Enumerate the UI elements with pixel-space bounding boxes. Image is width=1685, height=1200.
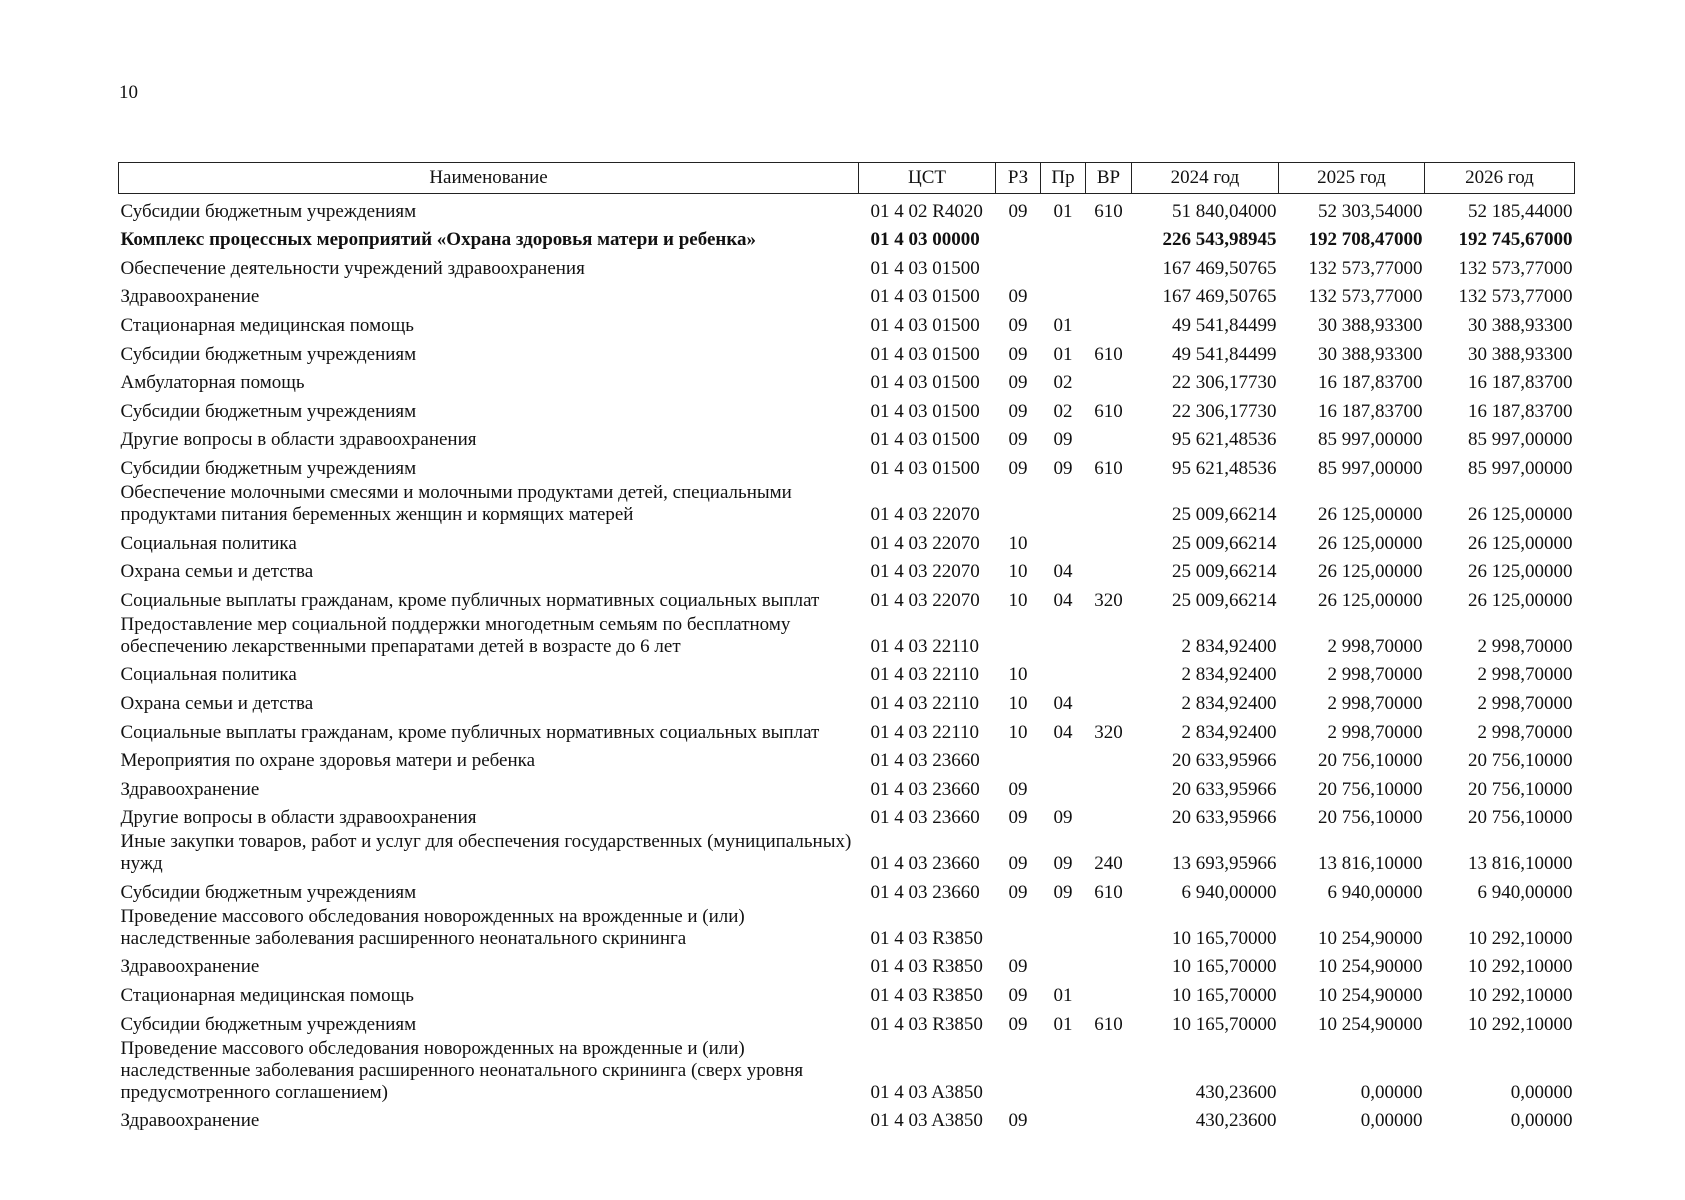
cell-name: Социальные выплаты гражданам, кроме публичных нормативных социальных выплат <box>120 589 820 611</box>
cell-pr <box>1041 223 1086 252</box>
cell-pr: 01 <box>1053 985 1073 1007</box>
cell-name: Здравоохранение <box>120 956 260 978</box>
cell-2026: 132 573,77000 <box>1458 286 1573 308</box>
cell-pr <box>1041 904 1086 950</box>
cell-2024: 2 834,92400 <box>1181 664 1277 686</box>
cell-cst: 01 4 03 01500 <box>870 257 980 279</box>
cell-2025: 13 816,10000 <box>1318 853 1423 875</box>
table-row <box>119 744 1575 773</box>
cell-cst: 01 4 03 23660 <box>870 750 980 772</box>
cell-2026: 0,00000 <box>1510 1081 1573 1103</box>
cell-2026: 20 756,10000 <box>1468 778 1573 800</box>
cell-2025: 2 998,70000 <box>1327 692 1423 714</box>
cell-2025: 20 756,10000 <box>1318 778 1423 800</box>
cell-2025: 20 756,10000 <box>1318 750 1423 772</box>
cell-pr: 04 <box>1053 561 1073 583</box>
cell-rz: 09 <box>1008 343 1028 365</box>
cell-pr: 01 <box>1053 343 1073 365</box>
cell-2025: 10 254,90000 <box>1318 927 1423 949</box>
cell-rz <box>996 223 1041 252</box>
cell-2026: 20 756,10000 <box>1468 750 1573 772</box>
cell-cst: 01 4 03 22110 <box>870 721 980 743</box>
cell-2024: 430,23600 <box>1195 1110 1277 1132</box>
table-row <box>119 715 1575 744</box>
cell-rz: 09 <box>1008 807 1028 829</box>
cell-pr: 04 <box>1053 721 1073 743</box>
header-2024: 2024 год <box>1132 163 1279 194</box>
cell-rz: 10 <box>1008 692 1028 714</box>
cell-2025: 0,00000 <box>1360 1081 1423 1103</box>
table-row <box>119 612 1575 658</box>
table-row <box>119 583 1575 612</box>
cell-vr <box>1086 978 1132 1007</box>
cell-pr: 04 <box>1053 589 1073 611</box>
cell-rz: 09 <box>1008 314 1028 336</box>
cell-vr <box>1086 686 1132 715</box>
cell-2024: 2 834,92400 <box>1181 692 1277 714</box>
cell-pr: 01 <box>1053 314 1073 336</box>
cell-rz <box>996 251 1041 280</box>
cell-vr: 320 <box>1094 589 1123 611</box>
cell-pr <box>1041 1104 1086 1133</box>
header-rz: РЗ <box>996 163 1041 194</box>
cell-rz <box>996 904 1041 950</box>
table-row <box>119 251 1575 280</box>
cell-rz: 09 <box>1008 400 1028 422</box>
table-row <box>119 223 1575 252</box>
cell-name: Субсидии бюджетным учреждениям <box>120 457 417 479</box>
cell-2026: 132 573,77000 <box>1458 257 1573 279</box>
cell-name: Здравоохранение <box>120 286 260 308</box>
cell-cst: 01 4 03 01500 <box>870 372 980 394</box>
cell-name: Иные закупки товаров, работ и услуг для обеспечения государственных (муниципальных) нужд <box>120 831 852 875</box>
cell-name: Здравоохранение <box>120 1110 260 1132</box>
cell-2025: 6 940,00000 <box>1327 881 1423 903</box>
cell-pr: 02 <box>1053 372 1073 394</box>
cell-rz: 09 <box>1008 956 1028 978</box>
cell-vr: 610 <box>1094 200 1123 222</box>
cell-vr: 610 <box>1094 1013 1123 1035</box>
table-row <box>119 801 1575 830</box>
cell-pr: 09 <box>1053 807 1073 829</box>
cell-cst: 01 4 03 R3850 <box>870 1013 983 1035</box>
cell-2025: 2 998,70000 <box>1327 635 1423 657</box>
cell-vr: 610 <box>1094 881 1123 903</box>
cell-2025: 26 125,00000 <box>1318 589 1423 611</box>
table-row <box>119 978 1575 1007</box>
cell-2024: 25 009,66214 <box>1172 532 1277 554</box>
cell-name: Субсидии бюджетным учреждениям <box>120 881 417 903</box>
cell-name: Субсидии бюджетным учреждениям <box>120 400 417 422</box>
cell-2025: 85 997,00000 <box>1318 429 1423 451</box>
cell-name: Здравоохранение <box>120 778 260 800</box>
cell-2024: 10 165,70000 <box>1172 1013 1277 1035</box>
cell-vr <box>1086 280 1132 309</box>
cell-pr <box>1041 1036 1086 1104</box>
cell-2024: 51 840,04000 <box>1172 200 1277 222</box>
cell-cst: 01 4 03 22110 <box>870 692 980 714</box>
cell-2024: 10 165,70000 <box>1172 927 1277 949</box>
cell-rz: 09 <box>1008 985 1028 1007</box>
cell-2026: 30 388,93300 <box>1468 343 1573 365</box>
cell-2026: 10 292,10000 <box>1468 985 1573 1007</box>
table-row <box>119 337 1575 366</box>
cell-2025: 52 303,54000 <box>1318 200 1423 222</box>
cell-name: Субсидии бюджетным учреждениям <box>120 1013 417 1035</box>
table-body <box>119 194 1575 1133</box>
cell-cst: 01 4 03 23660 <box>870 807 980 829</box>
header-cst: ЦСТ <box>859 163 996 194</box>
cell-cst: 01 4 03 23660 <box>870 881 980 903</box>
cell-rz <box>996 480 1041 526</box>
cell-vr <box>1086 480 1132 526</box>
cell-2024: 2 834,92400 <box>1181 721 1277 743</box>
cell-name: Социальная политика <box>120 532 297 554</box>
cell-vr <box>1086 308 1132 337</box>
table-row <box>119 686 1575 715</box>
cell-cst: 01 4 03 23660 <box>870 853 980 875</box>
cell-rz: 10 <box>1008 561 1028 583</box>
table-row <box>119 394 1575 423</box>
cell-cst: 01 4 03 22070 <box>870 561 980 583</box>
cell-cst: 01 4 03 R3850 <box>870 956 983 978</box>
cell-2026: 10 292,10000 <box>1468 927 1573 949</box>
cell-2024: 430,23600 <box>1195 1081 1277 1103</box>
cell-cst: 01 4 03 22110 <box>870 664 980 686</box>
budget-table <box>118 162 1575 1132</box>
header-2026: 2026 год <box>1425 163 1575 194</box>
cell-cst: 01 4 03 01500 <box>870 400 980 422</box>
cell-vr <box>1086 423 1132 452</box>
cell-name: Стационарная медицинская помощь <box>120 314 414 336</box>
cell-2026: 6 940,00000 <box>1477 881 1573 903</box>
cell-cst: 01 4 03 A3850 <box>870 1081 983 1103</box>
cell-2025: 16 187,83700 <box>1318 372 1423 394</box>
cell-2025: 30 388,93300 <box>1318 343 1423 365</box>
cell-vr <box>1086 223 1132 252</box>
cell-name: Проведение массового обследования новорожденных на врожденные и (или) наследственные заболевания расширенного неонатального скрининга (сверх уровня предусмотренного соглашением) <box>120 1037 804 1103</box>
cell-2026: 52 185,44000 <box>1468 200 1573 222</box>
table-row <box>119 423 1575 452</box>
table-row <box>119 658 1575 687</box>
cell-2026: 192 745,67000 <box>1458 229 1573 251</box>
cell-pr: 09 <box>1053 853 1073 875</box>
cell-2026: 16 187,83700 <box>1468 400 1573 422</box>
cell-cst: 01 4 03 22070 <box>870 532 980 554</box>
cell-pr: 09 <box>1053 457 1073 479</box>
cell-pr <box>1041 658 1086 687</box>
cell-pr <box>1041 772 1086 801</box>
cell-2024: 226 543,98945 <box>1162 229 1277 251</box>
cell-2025: 132 573,77000 <box>1308 286 1423 308</box>
cell-pr: 01 <box>1053 1013 1073 1035</box>
cell-vr <box>1086 950 1132 979</box>
table-row <box>119 950 1575 979</box>
cell-vr <box>1086 612 1132 658</box>
cell-vr <box>1086 366 1132 395</box>
cell-2026: 2 998,70000 <box>1477 721 1573 743</box>
cell-name: Комплекс процессных мероприятий «Охрана здоровья матери и ребенка» <box>120 229 757 251</box>
cell-rz: 10 <box>1008 532 1028 554</box>
table-row <box>119 366 1575 395</box>
table-row <box>119 772 1575 801</box>
cell-2026: 20 756,10000 <box>1468 807 1573 829</box>
cell-2025: 132 573,77000 <box>1308 257 1423 279</box>
cell-rz: 09 <box>1008 457 1028 479</box>
cell-2025: 0,00000 <box>1360 1110 1423 1132</box>
cell-name: Социальная политика <box>120 664 297 686</box>
cell-name: Обеспечение деятельности учреждений здравоохранения <box>120 257 585 279</box>
cell-2025: 2 998,70000 <box>1327 664 1423 686</box>
page-number: 10 <box>119 82 138 103</box>
cell-pr <box>1041 950 1086 979</box>
cell-2025: 10 254,90000 <box>1318 956 1423 978</box>
cell-vr <box>1086 1036 1132 1104</box>
header-name: Наименование <box>119 163 859 194</box>
cell-rz: 09 <box>1008 286 1028 308</box>
cell-pr: 09 <box>1053 881 1073 903</box>
cell-2025: 30 388,93300 <box>1318 314 1423 336</box>
cell-cst: 01 4 02 R4020 <box>870 200 983 222</box>
cell-2024: 20 633,95966 <box>1172 807 1277 829</box>
cell-name: Мероприятия по охране здоровья матери и ребенка <box>120 750 536 772</box>
cell-2026: 26 125,00000 <box>1468 589 1573 611</box>
table-row <box>119 1036 1575 1104</box>
table-row <box>119 904 1575 950</box>
cell-2025: 85 997,00000 <box>1318 457 1423 479</box>
cell-2024: 10 165,70000 <box>1172 956 1277 978</box>
cell-pr <box>1041 480 1086 526</box>
header-2025: 2025 год <box>1279 163 1425 194</box>
table-row <box>119 1007 1575 1036</box>
cell-pr <box>1041 251 1086 280</box>
cell-cst: 01 4 03 00000 <box>870 229 980 251</box>
cell-vr <box>1086 251 1132 280</box>
cell-2026: 13 816,10000 <box>1468 853 1573 875</box>
cell-2026: 26 125,00000 <box>1468 561 1573 583</box>
cell-vr <box>1086 744 1132 773</box>
table-row <box>119 451 1575 480</box>
cell-rz <box>996 1036 1041 1104</box>
cell-2026: 0,00000 <box>1510 1110 1573 1132</box>
cell-name: Охрана семьи и детства <box>120 561 314 583</box>
cell-vr <box>1086 526 1132 555</box>
cell-rz: 09 <box>1008 200 1028 222</box>
header-row <box>119 163 1575 194</box>
cell-vr <box>1086 555 1132 584</box>
cell-2024: 25 009,66214 <box>1172 589 1277 611</box>
cell-2025: 192 708,47000 <box>1308 229 1423 251</box>
cell-rz: 09 <box>1008 372 1028 394</box>
table-row <box>119 194 1575 223</box>
cell-2024: 25 009,66214 <box>1172 561 1277 583</box>
header-vr: ВР <box>1086 163 1132 194</box>
cell-2025: 26 125,00000 <box>1318 532 1423 554</box>
cell-2026: 26 125,00000 <box>1468 532 1573 554</box>
cell-2024: 49 541,84499 <box>1172 314 1277 336</box>
cell-pr <box>1041 526 1086 555</box>
cell-2026: 85 997,00000 <box>1468 457 1573 479</box>
cell-2026: 10 292,10000 <box>1468 956 1573 978</box>
cell-rz: 10 <box>1008 721 1028 743</box>
cell-vr <box>1086 772 1132 801</box>
table-row <box>119 280 1575 309</box>
cell-rz: 09 <box>1008 429 1028 451</box>
cell-vr <box>1086 801 1132 830</box>
table-row <box>119 875 1575 904</box>
cell-2026: 10 292,10000 <box>1468 1013 1573 1035</box>
cell-rz: 10 <box>1008 664 1028 686</box>
table-row <box>119 526 1575 555</box>
cell-2024: 95 621,48536 <box>1172 457 1277 479</box>
cell-2024: 20 633,95966 <box>1172 778 1277 800</box>
cell-rz: 09 <box>1008 881 1028 903</box>
cell-2024: 13 693,95966 <box>1172 853 1277 875</box>
cell-2026: 85 997,00000 <box>1468 429 1573 451</box>
cell-cst: 01 4 03 01500 <box>870 429 980 451</box>
cell-2024: 167 469,50765 <box>1162 286 1277 308</box>
cell-2024: 95 621,48536 <box>1172 429 1277 451</box>
cell-pr <box>1041 612 1086 658</box>
cell-2026: 26 125,00000 <box>1468 503 1573 525</box>
cell-rz: 09 <box>1008 1013 1028 1035</box>
cell-2025: 16 187,83700 <box>1318 400 1423 422</box>
table-header <box>119 163 1575 194</box>
cell-2024: 20 633,95966 <box>1172 750 1277 772</box>
cell-2024: 22 306,17730 <box>1172 400 1277 422</box>
cell-2025: 20 756,10000 <box>1318 807 1423 829</box>
cell-2025: 26 125,00000 <box>1318 561 1423 583</box>
cell-2024: 2 834,92400 <box>1181 635 1277 657</box>
cell-2026: 2 998,70000 <box>1477 664 1573 686</box>
cell-pr <box>1041 280 1086 309</box>
cell-rz <box>996 744 1041 773</box>
table-row <box>119 829 1575 875</box>
cell-pr: 04 <box>1053 692 1073 714</box>
cell-vr: 320 <box>1094 721 1123 743</box>
cell-pr: 09 <box>1053 429 1073 451</box>
cell-name: Субсидии бюджетным учреждениям <box>120 200 417 222</box>
cell-2026: 16 187,83700 <box>1468 372 1573 394</box>
cell-cst: 01 4 03 01500 <box>870 343 980 365</box>
cell-2024: 25 009,66214 <box>1172 503 1277 525</box>
cell-2026: 2 998,70000 <box>1477 635 1573 657</box>
table-row <box>119 1104 1575 1133</box>
cell-cst: 01 4 03 01500 <box>870 286 980 308</box>
cell-2024: 167 469,50765 <box>1162 257 1277 279</box>
cell-cst: 01 4 03 23660 <box>870 778 980 800</box>
cell-cst: 01 4 03 R3850 <box>870 927 983 949</box>
table-row <box>119 480 1575 526</box>
cell-cst: 01 4 03 A3850 <box>870 1110 983 1132</box>
cell-2024: 49 541,84499 <box>1172 343 1277 365</box>
cell-2026: 30 388,93300 <box>1468 314 1573 336</box>
cell-vr: 610 <box>1094 343 1123 365</box>
table-row <box>119 308 1575 337</box>
cell-name: Другие вопросы в области здравоохранения <box>120 429 477 451</box>
cell-name: Проведение массового обследования новорожденных на врожденные и (или) наследственные заболевания расширенного неонатального скрининга <box>120 905 745 949</box>
cell-cst: 01 4 03 22110 <box>870 635 980 657</box>
cell-cst: 01 4 03 R3850 <box>870 985 983 1007</box>
cell-2026: 2 998,70000 <box>1477 692 1573 714</box>
cell-pr <box>1041 744 1086 773</box>
cell-2024: 10 165,70000 <box>1172 985 1277 1007</box>
cell-rz: 09 <box>1008 778 1028 800</box>
cell-name: Амбулаторная помощь <box>120 372 305 394</box>
cell-2025: 10 254,90000 <box>1318 985 1423 1007</box>
cell-vr <box>1086 1104 1132 1133</box>
cell-name: Субсидии бюджетным учреждениям <box>120 343 417 365</box>
header-pr: Пр <box>1041 163 1086 194</box>
cell-vr: 610 <box>1094 457 1123 479</box>
cell-pr: 02 <box>1053 400 1073 422</box>
cell-name: Стационарная медицинская помощь <box>120 985 414 1007</box>
cell-2024: 6 940,00000 <box>1181 881 1277 903</box>
cell-rz: 09 <box>1008 853 1028 875</box>
cell-2024: 22 306,17730 <box>1172 372 1277 394</box>
cell-cst: 01 4 03 01500 <box>870 314 980 336</box>
cell-cst: 01 4 03 22070 <box>870 589 980 611</box>
cell-name: Охрана семьи и детства <box>120 692 314 714</box>
cell-name: Социальные выплаты гражданам, кроме публичных нормативных социальных выплат <box>120 721 820 743</box>
cell-rz: 09 <box>1008 1110 1028 1132</box>
cell-vr: 240 <box>1094 853 1123 875</box>
cell-vr: 610 <box>1094 400 1123 422</box>
cell-name: Другие вопросы в области здравоохранения <box>120 807 477 829</box>
cell-rz: 10 <box>1008 589 1028 611</box>
cell-cst: 01 4 03 01500 <box>870 457 980 479</box>
cell-2025: 26 125,00000 <box>1318 503 1423 525</box>
cell-cst: 01 4 03 22070 <box>870 503 980 525</box>
cell-name: Обеспечение молочными смесями и молочными продуктами детей, специальными продуктами питания беременных женщин и кормящих матерей <box>120 481 792 525</box>
cell-pr: 01 <box>1053 200 1073 222</box>
cell-name: Предоставление мер социальной поддержки многодетным семьям по бесплатному обеспечению лекарственными препаратами детей в возрасте до 6 лет <box>120 613 791 657</box>
cell-2025: 10 254,90000 <box>1318 1013 1423 1035</box>
cell-2025: 2 998,70000 <box>1327 721 1423 743</box>
cell-vr <box>1086 658 1132 687</box>
table-row <box>119 555 1575 584</box>
cell-vr <box>1086 904 1132 950</box>
cell-rz <box>996 612 1041 658</box>
